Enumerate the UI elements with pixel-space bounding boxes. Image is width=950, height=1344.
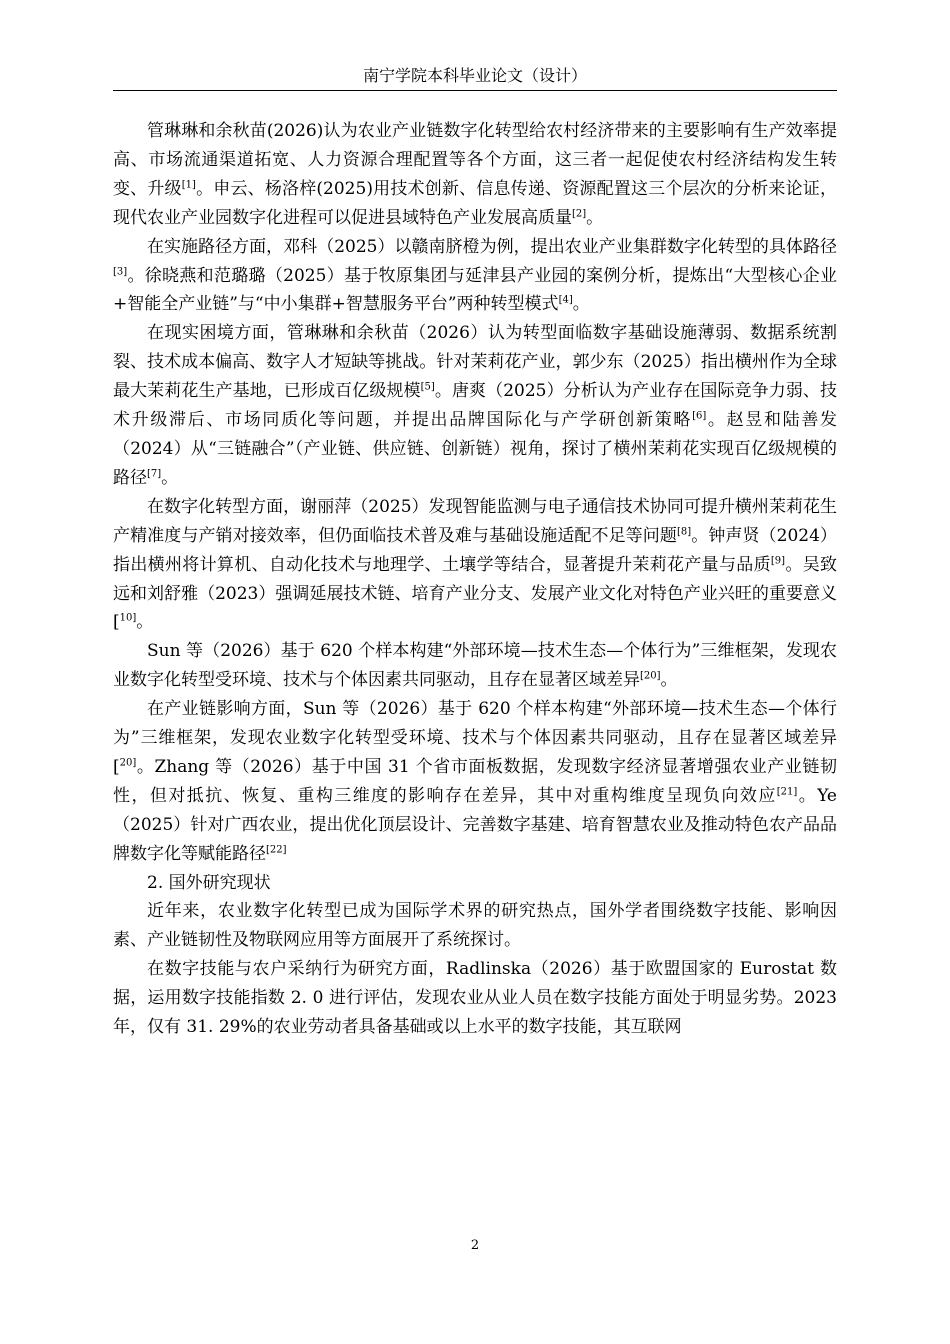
paragraph-text: 。Ye（2025）针对广西农业，提出优化顶层设计、完善数字基建、培育智慧农业及推动特色农产品品牌数字化等赋能路径 [113, 785, 837, 864]
citation-ref: 10] [119, 612, 137, 624]
page-number: 2 [470, 1238, 480, 1253]
paragraph-text: 。吴致远和刘舒雅（2023）强调延展技术链、培育产业分支、发展产业文化对特色产业兴旺的重要意义[ [113, 554, 838, 633]
citation-ref: [5] [420, 381, 435, 393]
citation-ref: [8] [676, 526, 692, 538]
paragraph-text: 在数字技能与农户采纳行为研究方面，Radlinska（2026）基于欧盟国家的 Eurostat 数据，运用数字技能指数 2. 0 进行评估，发现农业从业人员在数字技能方面处于明显劣势。2023 年，仅有 31. 29%的农业劳动者具备基础或以上水平的数字技能，其互联网 [113, 959, 837, 1038]
paragraph-text: 在数字化转型方面，谢丽萍（2025）发现智能监测与电子通信技术协同可提升横州茉莉花生产精准度与产销对接效率，但仍面临技术普及难与基础设施适配不足等问题 [113, 496, 837, 546]
paragraph-text: 。钟声贤（2024）指出横州将计算机、自动化技术与地理学、土壤学等结合，显著提升茉莉花产量与品质 [113, 525, 837, 575]
paragraph [113, 869, 837, 898]
citation-ref: [6] [692, 410, 707, 422]
paragraph-text: 。赵昱和陆善发（2024）从“三链融合”（产业链、供应链、创新链）视角，探讨了横州茉莉花实现百亿级规模的路径 [113, 410, 838, 488]
paragraph-text: 。 [161, 467, 179, 488]
paragraph-text: 近年来，农业数字化转型已成为国际学术界的研究热点，国外学者围绕数字技能、影响因素、产业链韧性及物联网应用等方面展开了系统探讨。 [113, 901, 837, 951]
paragraph-text: 在现实困境方面，管琳琳和余秋苗（2026）认为转型面临数字基础设施薄弱、数据系统割裂、技术成本偏高、数字人才短缺等挑战。针对茉莉花产业，郭少东（2025）指出横州作为全球最大茉莉花生产基地，已形成百亿级规模 [113, 323, 837, 402]
header-divider [113, 90, 837, 91]
citation-ref: [21] [776, 786, 798, 798]
paragraph-text: 。 [572, 294, 590, 315]
paragraph [113, 695, 837, 868]
paragraph-text: 。 [586, 207, 604, 228]
paragraph-text: 。 [136, 612, 154, 633]
paragraph [113, 319, 837, 492]
paragraph-text: 管琳琳和余秋苗(2026)认为农业产业链数字化转型给农村经济带来的主要影响有生产效率提高、市场流通渠道拓宽、人力资源合理配置等各个方面，这三者一起促使农村经济结构发生转变、升级 [113, 121, 837, 199]
citation-ref: [9] [770, 554, 786, 566]
citation-ref: [4] [558, 294, 573, 306]
paragraph-text: Sun 等（2026）基于 620 个样本构建“外部环境—技术生态—个体行为”三维框架，发现农业数字化转型受环境、技术与个体因素共同驱动，且存在显著区域差异 [113, 641, 837, 691]
paragraph-text: 。徐晓燕和范璐璐（2025）基于牧原集团与延津县产业园的案例分析，提炼出“大型核心企业+智能全产业链”与“中小集群+智慧服务平台”两种转型模式 [113, 265, 837, 315]
paragraph [113, 233, 837, 320]
citation-ref: [20] [640, 670, 661, 682]
paragraph-text: 在实施路径方面，邓科（2025）以赣南脐橙为例，提出农业产业集群数字化转型的具体路径 [147, 236, 837, 257]
citation-ref: [2] [572, 208, 587, 220]
paragraph-text: 。Zhang 等（2026）基于中国 31 个省市面板数据，发现数字经济显著增强农业产业链韧性，但对抵抗、恢复、重构三维度的影响存在差异，其中对重构维度呈现负向效应 [113, 756, 837, 806]
paragraph-text: 在产业链影响方面，Sun 等（2026）基于 620 个样本构建“外部环境—技术生态—个体行为”三维框架，发现农业数字化转型受环境、技术与个体因素共同驱动，且存在显著区域差异[ [113, 699, 837, 777]
paragraph [113, 897, 837, 955]
citation-ref: [7] [147, 468, 162, 480]
paragraph-text: 。 [660, 670, 678, 691]
paragraph [113, 117, 837, 233]
citation-ref: [3] [113, 265, 128, 277]
paragraph [113, 493, 837, 638]
citation-ref: [1] [181, 179, 196, 191]
citation-ref: [22] [266, 844, 287, 855]
paragraph [113, 955, 837, 1042]
paragraph-text: 。唐爽（2025）分析认为产业存在国际竞争力弱、技术升级滞后、市场同质化等问题，并提出品牌国际化与产学研创新策略 [113, 381, 838, 431]
paragraph [113, 637, 837, 695]
body-text [113, 117, 837, 1042]
citation-ref: 20] [119, 757, 137, 769]
section-heading: 2. 国外研究现状 [147, 872, 271, 893]
paragraph-text: 。申云、杨洛梓(2025)用技术创新、信息传递、资源配置这三个层次的分析来论证，现代农业产业园数字化进程可以促进县域特色产业发展高质量 [113, 178, 837, 228]
page-header: 南宁学院本科毕业论文（设计） [362, 66, 587, 85]
